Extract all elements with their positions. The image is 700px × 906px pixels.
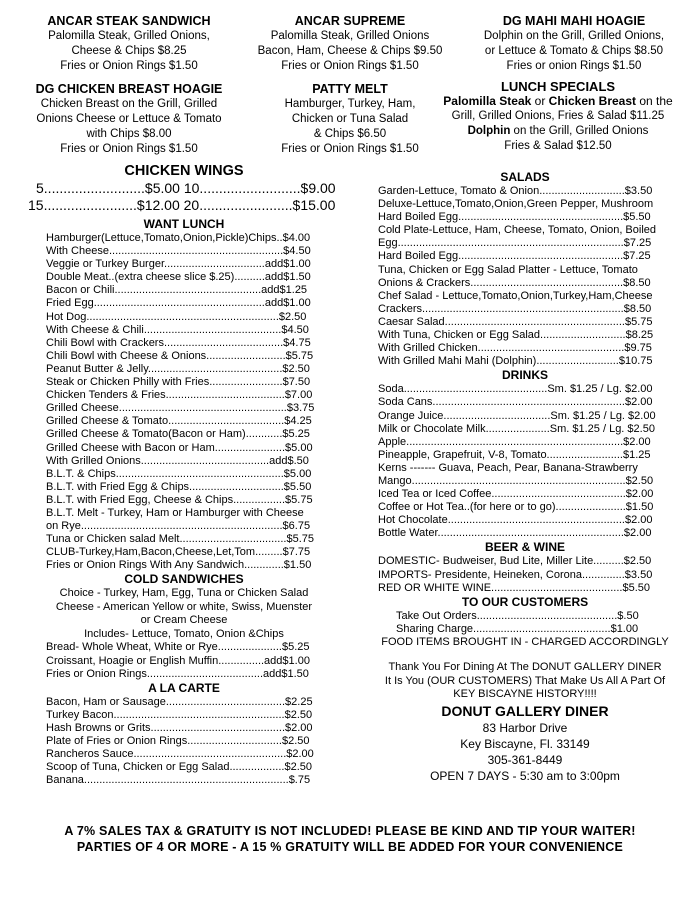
- menu-row: RED OR WHITE WINE...........................................$5.50: [378, 581, 650, 594]
- menu-row: Veggie or Turkey Burger.................................add$1.00: [46, 258, 311, 271]
- footer-gratuity-note: PARTIES OF 4 OR MORE - A 15 % GRATUITY WILL BE ADDED FOR YOUR CONVENIENCE: [76, 840, 624, 854]
- menu-block-mahi-hoagie: [460, 14, 688, 74]
- item-title: PATTY MELT: [312, 82, 388, 96]
- thank-you-line: Thank You For Dining At The DONUT GALLERY DINER: [388, 661, 662, 674]
- drinks-list: [378, 383, 672, 540]
- menu-row: Grilled Cheese with Bacon or Ham.......................$5.00: [46, 441, 313, 454]
- menu-block-ancar-steak: [18, 14, 240, 74]
- menu-row: With Grilled Mahi Mahi (Dolphin)...........................$10.75: [378, 355, 653, 368]
- menu-row: Tuna or Chicken salad Melt...................................$5.75: [46, 533, 314, 546]
- special-name: Dolphin: [467, 125, 511, 137]
- cold-sandwiches-title: COLD SANDWICHES: [124, 572, 244, 587]
- thank-you-line: It Is You (OUR CUSTOMERS) That Make Us All A Part Of: [384, 674, 666, 687]
- menu-row: Rancheros Sauce..................................................$2.00: [46, 748, 314, 761]
- menu-row: Fries or Onion Rings......................................add$1.50: [46, 667, 309, 680]
- menu-row: Deluxe-Lettuce,Tomato,Onion,Green Pepper, Mushroom: [378, 198, 654, 211]
- lunch-specials-line: [428, 124, 688, 139]
- diner-hours: OPEN 7 DAYS - 5:30 am to 3:00pm: [430, 768, 620, 783]
- a-la-carte-title: A LA CARTE: [148, 680, 220, 695]
- menu-row: Croissant, Hoagie or English Muffin...............add$1.00: [46, 654, 310, 667]
- menu-row: Take Out Orders..............................................$.50: [396, 609, 639, 622]
- lunch-specials-line: Fries & Salad $12.50: [504, 140, 612, 152]
- item-title: ANCAR SUPREME: [294, 14, 406, 28]
- item-desc: Bacon, Ham, Cheese & Chips $9.50: [257, 45, 443, 57]
- menu-row: Bread- Whole Wheat, White or Rye.....................$5.25: [46, 641, 310, 654]
- menu-row: on Rye..................................................................$6.75: [46, 520, 311, 533]
- menu-row: Banana...................................................................$.75: [46, 774, 311, 787]
- item-title: ANCAR STEAK SANDWICH: [47, 14, 211, 28]
- footer-tax-note: A 7% SALES TAX & GRATUITY IS NOT INCLUDED! PLEASE BE KIND AND TIP YOUR WAITER!: [64, 824, 636, 838]
- a-la-carte-list: [28, 696, 322, 788]
- menu-row: DOMESTIC- Budweiser, Bud Lite, Miller Lite..........$2.50: [378, 555, 652, 568]
- special-name: Palomilla Steak: [443, 94, 532, 108]
- item-desc: Fries or onion Rings $1.50: [506, 60, 642, 72]
- item-title: DG CHICKEN BREAST HOAGIE: [35, 82, 223, 96]
- item-desc: with Chips $8.00: [86, 128, 172, 140]
- right-column: [378, 170, 672, 784]
- diner-name: DONUT GALLERY DINER: [441, 702, 609, 719]
- menu-row: Hard Boiled Egg......................................................$5.50: [378, 211, 651, 224]
- menu-row: Bacon, Ham or Sausage.......................................$2.25: [46, 695, 313, 708]
- item-desc: Fries or Onion Rings $1.50: [281, 60, 419, 72]
- cold-desc: Includes- Lettuce, Tomato, Onion &Chips: [84, 627, 284, 640]
- menu-row: Apple.......................................................................$2.00: [378, 435, 651, 448]
- menu-row: Fried Egg........................................................add$1.00: [46, 297, 311, 310]
- menu-row: B.L.T. with Fried Egg & Chips...............................$5.50: [46, 480, 312, 493]
- menu-row: Coffee or Hot Tea..(for here or to go).......................$1.50: [378, 501, 654, 514]
- menu-row: CLUB-Turkey,Ham,Bacon,Cheese,Let,Tom.........$7.75: [46, 546, 311, 559]
- special-text: on the: [636, 94, 673, 108]
- menu-row: Pineapple, Grapefruit, V-8, Tomato.........................$1.25: [378, 448, 651, 461]
- cold-desc: Cheese - American Yellow or white, Swiss, Muenster: [55, 600, 313, 613]
- menu-row: Egg..........................................................................$7.25: [378, 237, 652, 250]
- menu-row: Bacon or Chili................................................add$1.25: [46, 284, 308, 297]
- menu-row: With Grilled Chicken................................................$9.75: [378, 342, 652, 355]
- lunch-specials-line: [428, 94, 688, 109]
- item-desc: Chicken or Tuna Salad: [291, 113, 409, 125]
- menu-row: Hamburger(Lettuce,Tomato,Onion,Pickle)Chips..$4.00: [46, 232, 311, 244]
- diner-address: 83 Harbor Drive: [482, 720, 568, 735]
- menu-block-lunch-specials: [428, 79, 688, 154]
- item-desc: Onions Cheese or Lettuce & Tomato: [36, 113, 222, 125]
- cold-desc: Choice - Turkey, Ham, Egg, Tuna or Chicken Salad: [59, 587, 309, 600]
- menu-block-chicken-hoagie: [18, 82, 240, 157]
- menu-row: Hot Dog...............................................................$2.50: [46, 310, 307, 323]
- item-desc: Fries or Onion Rings $1.50: [60, 143, 198, 155]
- menu-row: Orange Juice...................................Sm. $1.25 / Lg. $2.00: [378, 409, 656, 422]
- menu-row: Double Meat..(extra cheese slice $.25)..........add$1.50: [46, 271, 311, 284]
- item-desc: Chicken Breast on the Grill, Grilled: [40, 98, 218, 110]
- menu-row: Crackers..................................................................$8.50: [378, 302, 652, 315]
- menu-row: Grilled Cheese.......................................................$3.75: [46, 402, 315, 415]
- menu-row: With Grilled Onions..........................................add$.50: [46, 454, 309, 467]
- menu-row: Mango......................................................................$2.50: [378, 474, 654, 487]
- menu-row: Onions & Crackers..................................................$8.50: [378, 276, 651, 289]
- item-desc: & Chips $6.50: [313, 128, 387, 140]
- special-name: Chicken Breast: [548, 94, 637, 108]
- menu-row: Garden-Lettuce, Tomato & Onion............................$3.50: [378, 185, 653, 197]
- menu-row: Chef Salad - Lettuce,Tomato,Onion,Turkey,Ham,Cheese: [378, 289, 653, 302]
- cold-list: [28, 641, 322, 680]
- beer-list: [378, 555, 672, 594]
- menu-row: Steak or Chicken Philly with Fries........................$7.50: [46, 376, 311, 389]
- diner-city: Key Biscayne, Fl. 33149: [460, 736, 590, 751]
- customers-title: TO OUR CUSTOMERS: [461, 594, 589, 609]
- menu-row: Caesar Salad...........................................................$5.75: [378, 315, 653, 328]
- item-desc: Dolphin on the Grill, Grilled Onions,: [483, 30, 665, 42]
- menu-row: Cold Plate-Lettuce, Ham, Cheese, Tomato, Onion, Boiled: [378, 224, 657, 237]
- item-desc: Fries or Onion Rings $1.50: [281, 143, 419, 155]
- brought-in-notice: FOOD ITEMS BROUGHT IN - CHARGED ACCORDINGLY: [381, 635, 669, 648]
- menu-block-patty-melt: [240, 82, 460, 157]
- menu-row: Milk or Chocolate Milk.....................Sm. $1.25 / Lg. $2.50: [378, 422, 655, 435]
- menu-row: Soda...............................................Sm. $1.25 / Lg. $2.00: [378, 383, 653, 396]
- customers-list: [378, 610, 672, 636]
- menu-row: IMPORTS- Presidente, Heineken, Corona..............$3.50: [378, 568, 653, 581]
- menu-row: With Cheese.........................................................$4.50: [46, 245, 311, 258]
- menu-row: With Tuna, Chicken or Egg Salad............................$8.25: [378, 329, 654, 342]
- item-desc: Palomilla Steak, Grilled Onions,: [48, 30, 210, 42]
- menu-row: Hard Boiled Egg......................................................$7.25: [378, 250, 651, 263]
- menu-row: Peanut Butter & Jelly............................................$2.50: [46, 362, 310, 375]
- lunch-specials-title: LUNCH SPECIALS: [500, 79, 616, 94]
- menu-row: Hot Chocolate..........................................................$2.00: [378, 514, 653, 527]
- menu-row: Iced Tea or Iced Coffee............................................$2.00: [378, 488, 654, 501]
- wings-row: 15........................$12.00 20........................$15.00: [28, 197, 336, 213]
- menu-row: Grilled Cheese & Tomato......................................$4.25: [46, 415, 312, 428]
- thank-you-line: KEY BISCAYNE HISTORY!!!!: [453, 688, 597, 701]
- item-title: DG MAHI MAHI HOAGIE: [502, 14, 646, 28]
- menu-row: Chili Bowl with Crackers.......................................$4.75: [46, 336, 311, 349]
- menu-row: Chicken Tenders & Fries.......................................$7.00: [46, 389, 313, 402]
- menu-row: Turkey Bacon........................................................$2.50: [46, 708, 313, 721]
- item-desc: Palomilla Steak, Grilled Onions: [270, 30, 430, 42]
- item-desc: Cheese & Chips $8.25: [71, 45, 187, 57]
- chicken-wings-title: CHICKEN WINGS: [124, 163, 244, 179]
- diner-phone: 305-361-8449: [487, 752, 563, 767]
- wings-row: 5..........................$5.00 10..........................$9.00: [36, 180, 336, 196]
- left-column: [28, 162, 340, 787]
- salads-list: [378, 185, 672, 368]
- beer-wine-title: BEER & WINE: [484, 540, 565, 555]
- special-text: on the Grill, Grilled Onions: [510, 125, 649, 137]
- drinks-title: DRINKS: [501, 368, 548, 383]
- menu-row: B.L.T. Melt - Turkey, Ham or Hamburger with Cheese: [46, 506, 304, 519]
- menu-row: Soda Cans...............................................................$2.00: [378, 396, 653, 409]
- menu-row: Plate of Fries or Onion Rings...............................$2.50: [46, 735, 310, 747]
- salads-title: SALADS: [500, 170, 550, 184]
- want-lunch-list: [28, 232, 322, 572]
- menu-row: Fries or Onion Rings With Any Sandwich.............$1.50: [46, 559, 312, 572]
- menu-row: With Cheese & Chili.............................................$4.50: [46, 323, 309, 336]
- menu-row: B.L.T. with Fried Egg, Cheese & Chips.................$5.75: [46, 493, 313, 506]
- item-desc: or Lettuce & Tomato & Chips $8.50: [484, 45, 664, 57]
- want-lunch-title: WANT LUNCH: [143, 217, 225, 231]
- menu-row: Hash Browns or Grits............................................$2.00: [46, 721, 313, 734]
- item-desc: Hamburger, Turkey, Ham,: [284, 98, 416, 110]
- menu-row: Sharing Charge.............................................$1.00: [396, 622, 639, 635]
- menu-row: B.L.T. & Chips.......................................................$5.00: [46, 467, 312, 480]
- menu-row: Chili Bowl with Cheese & Onions..........................$5.75: [46, 349, 314, 362]
- cold-desc: or Cream Cheese: [140, 614, 228, 627]
- item-desc: Fries or Onion Rings $1.50: [60, 60, 198, 72]
- menu-row: Scoop of Tuna, Chicken or Egg Salad..................$2.50: [46, 761, 312, 774]
- menu-block-ancar-supreme: [240, 14, 460, 74]
- menu-row: Kerns ------- Guava, Peach, Pear, Banana-Strawberry: [378, 461, 638, 474]
- special-text: or: [531, 94, 549, 108]
- lunch-specials-line: Grill, Grilled Onions, Fries & Salad $11.25: [451, 110, 665, 122]
- menu-row: Grilled Cheese & Tomato(Bacon or Ham)............$5.25: [46, 428, 310, 441]
- menu-row: Tuna, Chicken or Egg Salad Platter - Lettuce, Tomato: [378, 263, 638, 276]
- menu-row: Bottle Water.............................................................$2.00: [378, 527, 652, 540]
